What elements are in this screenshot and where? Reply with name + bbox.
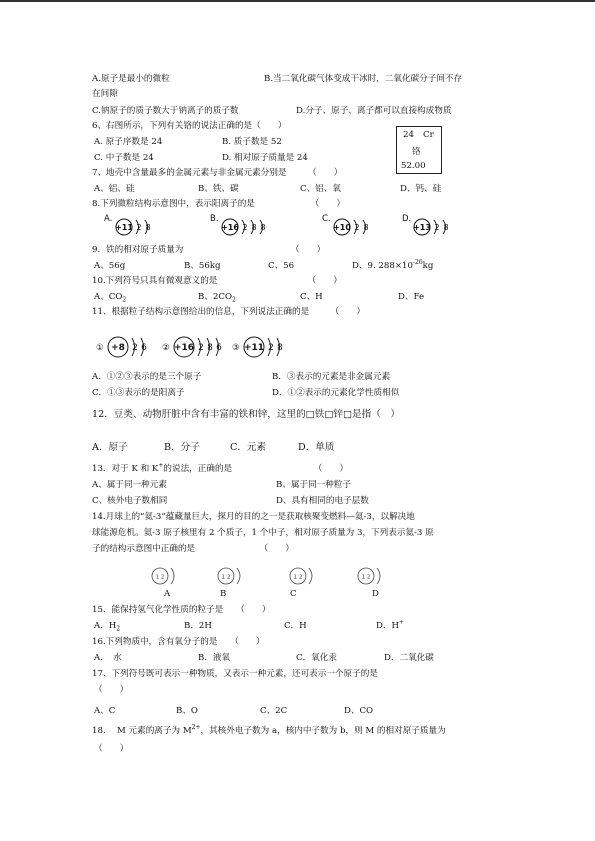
q8-atom-d-letter: D. [402, 214, 412, 224]
q14-nucleus-label: 1 2 [361, 574, 371, 581]
q9-option-a: A、56g [94, 261, 126, 271]
q14-atom-d [352, 563, 402, 589]
q16-option-a: A． 水 [94, 653, 122, 663]
q14-label-d: D [372, 589, 379, 599]
q14-stem-line3: 子的结构示意图中正确的是 （ ） [92, 544, 294, 554]
q14-stem-line1: 14.月球上的“氦-3”蕴藏量巨大，探月的目的之一是获取核聚变燃料—氦-3，以解决地 [92, 512, 415, 522]
q16-option-b: B．液氧 [198, 653, 231, 663]
q17-answer-blank: （ ） [94, 685, 129, 695]
q7-option-d: D、钙、硅 [400, 184, 442, 194]
q12-option-c: C．元素 [230, 442, 267, 453]
q8-atom-a [104, 213, 184, 241]
q17-option-c: C、2C [260, 706, 288, 716]
q5-option-b-cont: 在间隙 [92, 89, 118, 99]
q17-option-a: A、C [94, 706, 116, 716]
q8-atom-c-letter: C. [322, 214, 331, 224]
q7-option-b: B、铁、碳 [198, 184, 239, 194]
q6-option-b: B. 质子数是 52 [222, 137, 282, 147]
q5-option-b: B.当二氧化碳气体变成干冰时，二氧化碳分子间不存 [264, 74, 463, 84]
q13-option-c: C、核外电子数相同 [92, 496, 168, 506]
q8-atom-c-shell-electrons: 8 [363, 222, 369, 232]
q15-option-a: A．$H_2$ [94, 621, 121, 633]
q11-atom-1-number: ① [96, 343, 104, 353]
atomic-number: 24 [403, 130, 414, 140]
q8-atom-d-shell-electrons: 8 [443, 222, 449, 232]
q7-option-a: A、铝、硅 [94, 184, 135, 194]
q5-option-d: D.分子、原子、离子都可以直接构成物质 [296, 106, 452, 116]
q11-stem: 11、根据粒子结构示意图给出的信息，下列说法正确的是 （ ） [92, 307, 366, 317]
q8-atom-b-shell-electrons: 8 [251, 222, 257, 232]
q8-atom-c-nucleus-charge: +10 [333, 222, 351, 232]
q12-option-a: A．原子 [92, 442, 128, 453]
q8-atom-a-shell-electrons: 2 [136, 222, 142, 232]
q8-atom-b-nucleus-charge: +16 [221, 222, 239, 232]
q6-option-c: C. 中子数是 24 [94, 153, 154, 163]
top-rule [0, 0, 595, 2]
q11-atom-1-shell-electrons: 2 [132, 343, 138, 354]
q18-answer-blank: （ ） [94, 744, 129, 754]
q11-atom-3-nucleus-charge: +11 [243, 343, 265, 354]
q14-stem-line2: 球能源危机。氦-3 原子核里有 2 个质子，1 个中子，相对原子质量为 3，下列表示氦-3 原 [92, 528, 434, 538]
q7-option-c: C、铝、氧 [300, 184, 341, 194]
q8-atom-a-letter: A. [104, 214, 113, 224]
q11-option-b: B．③表示的元素是非金属元素 [272, 372, 391, 382]
q12-option-b: B．分子 [164, 442, 200, 453]
q5-option-a: A.原子是最小的微粒 [92, 74, 170, 84]
q11-atom-2 [162, 333, 234, 361]
q8-atom-d-shell-electrons: 2 [434, 222, 440, 232]
q8-atom-b [210, 213, 290, 241]
q11-atom-1 [96, 333, 168, 361]
q11-atom-2-number: ② [162, 343, 170, 353]
q5-option-c: C.钠原子的质子数大于钠离子的质子数 [92, 106, 239, 116]
q8-atom-c [322, 213, 402, 241]
q18-stem: 18. M 元素的离子为 $M^{2+}$，其核外电子数为 a，核内中子数为 b，则 M 的相对原子质量为 [92, 724, 446, 736]
chromium-element-box [396, 126, 442, 174]
q8-stem: 8.下列微粒结构示意图中，表示阳离子的是 （ ） [92, 199, 346, 209]
q14-shell-arc [237, 568, 240, 584]
q11-atom-3-shell-electrons: 8 [277, 343, 283, 354]
q14-atom-c [284, 563, 334, 589]
q6-option-a: A. 原子序数是 24 [94, 137, 163, 147]
q14-atom-b [212, 563, 262, 589]
q11-atom-3 [232, 333, 304, 361]
q14-shell-arc [377, 568, 380, 584]
atomic-mass: 52.00 [401, 161, 426, 171]
q16-stem: 16.下列物质中，含有氧分子的是 （ ） [92, 637, 265, 647]
q13-option-a: A、属于同一种元素 [92, 480, 167, 490]
q9-stem: 9．铁的相对原子质量为 （ ） [92, 245, 326, 255]
q11-atom-3-number: ③ [232, 343, 240, 353]
q9-option-c: C、56 [268, 261, 295, 271]
q17-option-b: B、O [176, 706, 198, 716]
q6-stem: 6、右图所示，下列有关铬的说法正确的是（ ） [92, 121, 287, 131]
q15-option-c: C．H [284, 621, 307, 631]
q10-stem: 10.下列符号只具有微观意义的是 （ ） [92, 276, 342, 286]
q13-option-d: D、具有相同的电子层数 [276, 496, 369, 506]
q14-label-a: A [164, 589, 171, 599]
q8-atom-d [402, 213, 482, 241]
q11-option-a: A．①②③表示的是三个原子 [92, 372, 202, 382]
q11-option-c: C．①③表示的是阳离子 [92, 388, 185, 398]
q11-atom-3-shell-electrons: 2 [268, 343, 274, 354]
q11-option-d: D．①②表示的元素化学性质相似 [272, 388, 400, 398]
q14-label-c: C [290, 589, 297, 599]
q14-nucleus-label: 1 2 [221, 574, 231, 581]
q10-option-d: D、Fe [398, 292, 425, 302]
q9-option-d: D、9. $288\times 10^{-26}kg$ [352, 259, 434, 271]
q14-label-b: B [220, 589, 227, 599]
q14-shell-arc [171, 568, 174, 584]
q14-nucleus-label: 1 2 [155, 574, 165, 581]
q15-option-d: D．H+ [376, 619, 405, 631]
q11-atom-2-shell-electrons: 2 [198, 343, 204, 354]
q12-stem: 12．豆类、动物肝脏中含有丰富的铁和锌，这里的□铁□锌□是指（ ） [92, 409, 401, 420]
q8-atom-d-nucleus-charge: +13 [413, 222, 431, 232]
q11-atom-2-nucleus-charge: +16 [173, 343, 195, 354]
q13-option-b: B、属于同一种粒子 [276, 480, 352, 490]
q11-atom-2-shell-electrons: 8 [207, 343, 213, 354]
q8-atom-a-shell-electrons: 8 [145, 222, 151, 232]
q16-option-d: D．二氧化碳 [384, 653, 434, 663]
q15-option-b: B．2H [184, 621, 212, 631]
q14-nucleus-label: 1 2 [293, 574, 303, 581]
element-symbol: Cr [423, 130, 434, 140]
q8-atom-b-letter: B. [210, 214, 219, 224]
q8-atom-b-shell-electrons: 8 [260, 222, 266, 232]
q8-atom-b-shell-electrons: 2 [242, 222, 248, 232]
q11-atom-2-shell-electrons: 6 [216, 343, 222, 354]
element-name: 铬 [412, 147, 421, 157]
q8-atom-c-shell-electrons: 2 [354, 222, 360, 232]
q14-atom-a [146, 563, 196, 589]
q14-shell-arc [309, 568, 312, 584]
q9-option-b: B、56kg [184, 261, 221, 271]
q13-stem: 13．对于 K 和 K+的说法，正确的是 （ ） [92, 462, 349, 474]
q8-atom-a-nucleus-charge: +11 [115, 222, 133, 232]
q11-atom-1-shell-electrons: 6 [141, 343, 147, 354]
q11-atom-1-nucleus-charge: +8 [111, 343, 125, 354]
q10-option-c: C、H [300, 292, 323, 302]
q7-stem: 7、地壳中含量最多的金属元素与非金属元素分别是 （ ） [92, 168, 343, 178]
q17-option-d: D、CO [344, 706, 374, 716]
q15-stem: 15．能保持氢气化学性质的粒子是 （ ） [92, 605, 271, 615]
q16-option-c: C．氧化汞 [296, 653, 337, 663]
q6-option-d: D. 相对原子质量是 24 [222, 153, 308, 163]
q17-stem: 17、下列符号既可表示一种物质，又表示一种元素，还可表示一个原子的是 [92, 669, 378, 679]
q10-option-b: B、$2CO_2$ [198, 292, 236, 304]
q10-option-a: A、$CO_2$ [94, 292, 127, 304]
q12-option-d: D．单质 [298, 442, 335, 453]
